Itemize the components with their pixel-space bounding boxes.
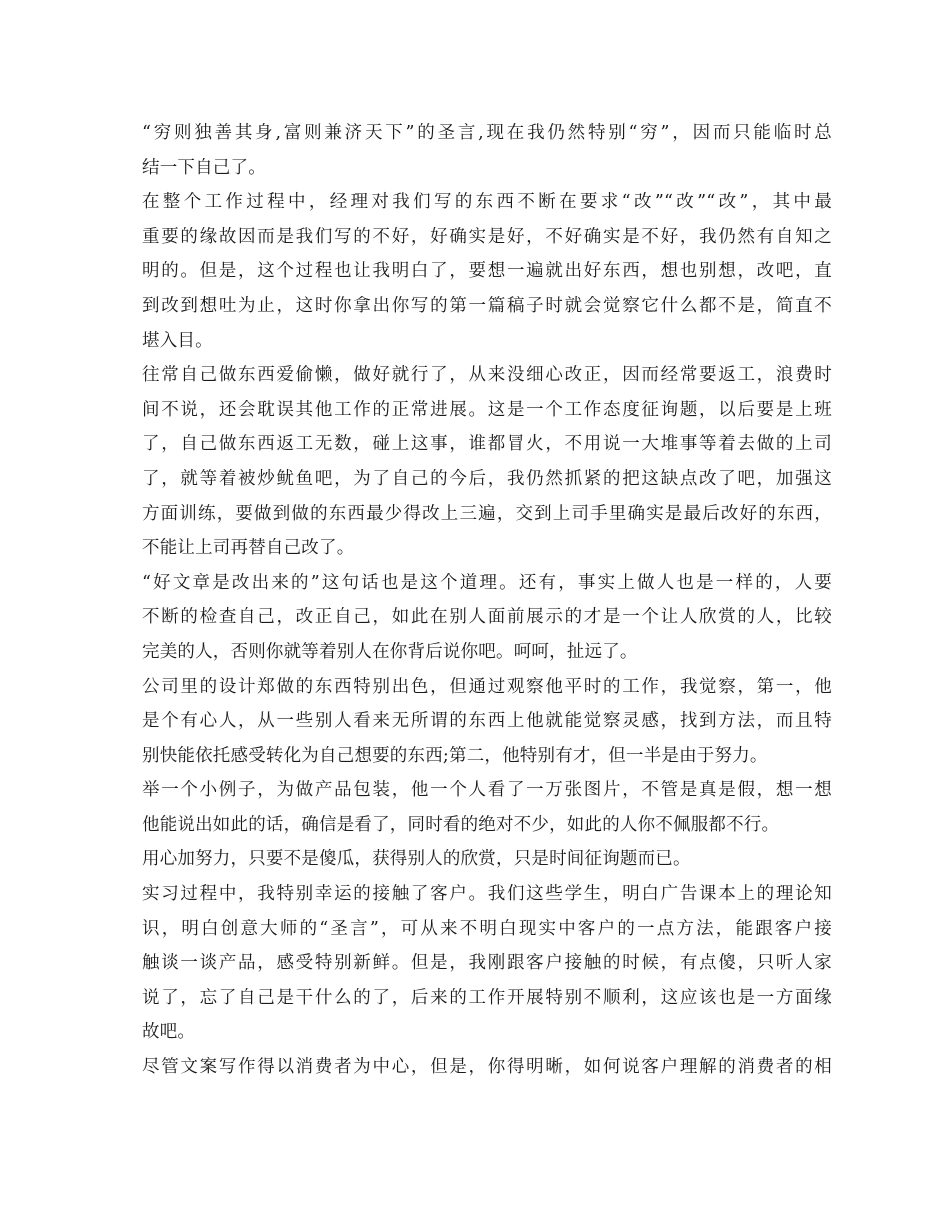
text-line: 重要的缘故因而是我们写的不好，好确实是好，不好确实是不好，我仍然有自知之 [142,226,832,247]
text-line: 故吧。 [142,1022,196,1043]
text-line: “好文章是改出来的”这句话也是这个道理。还有，事实上做人也是一样的，人要 [142,572,832,593]
text-line: 到改到想吐为止，这时你拿出你写的第一篇稿子时就会觉察它什么都不是，简直不 [142,295,832,316]
text-line: 识，明白创意大师的“圣言”，可从来不明白现实中客户的一点方法，能跟客户接 [142,918,832,939]
text-line: 触谈一谈产品，感受特别新鲜。但是，我刚跟客户接触的时候，有点傻，只听人家 [142,953,832,974]
text-line: “穷则独善其身,富则兼济天下”的圣言,现在我仍然特别“穷”，因而只能临时总 [142,123,832,143]
text-line: 完美的人，否则你就等着别人在你背后说你吧。呵呵，扯远了。 [142,641,638,662]
text-line: 了，自己做东西返工无数，碰上这事，谁都冒火，不用说一大堆事等着去做的上司 [142,434,832,455]
text-line: 不断的检查自己，改正自己，如此在别人面前展示的才是一个让人欣赏的人，比较 [142,607,832,628]
text-line: 说了，忘了自己是干什么的了，后来的工作开展特别不顺利，这应该也是一方面缘 [142,987,832,1008]
text-line: 公司里的设计郑做的东西特别出色，但通过观察他平时的工作，我觉察，第一，他 [142,676,832,697]
text-line: 别快能依托感受转化为自己想要的东西;第二，他特别有才，但一半是由于努力。 [142,745,768,766]
document-body [142,116,832,1085]
text-line: 了，就等着被炒鱿鱼吧，为了自己的今后，我仍然抓紧的把这缺点改了吧，加强这 [142,468,832,489]
text-line: 在整个工作过程中，经理对我们写的东西不断在要求“改”“改”“改”，其中最 [142,192,832,213]
text-line: 往常自己做东西爱偷懒，做好就行了，从来没细心改正，因而经常要返工，浪费时 [142,365,832,386]
text-line: 实习过程中，我特别幸运的接触了客户。我们这些学生，明白广告课本上的理论知 [142,884,832,905]
text-line: 堪入目。 [142,330,213,351]
text-line: 他能说出如此的话，确信是看了，同时看的绝对不少，如此的人你不佩服都不行。 [142,814,780,835]
text-line: 不能让上司再替自己改了。 [142,538,355,559]
text-line: 结一下自己了。 [142,157,266,178]
text-line: 方面训练，要做到做的东西最少得改上三遍，交到上司手里确实是最后改好的东西， [142,503,832,524]
text-line: 尽管文案写作得以消费者为中心，但是，你得明晰，如何说客户理解的消费者的相 [142,1057,832,1078]
text-line: 举一个小例子，为做产品包装，他一个人看了一万张图片，不管是真是假，想一想 [142,780,832,801]
text-line: 间不说，还会耽误其他工作的正常进展。这是一个工作态度征询题，以后要是上班 [142,399,832,420]
text-line: 明的。但是，这个过程也让我明白了，要想一遍就出好东西，想也别想，改吧，直 [142,261,832,282]
text-line: 用心加努力，只要不是傻瓜，获得别人的欣赏，只是时间征询题而已。 [142,849,691,870]
text-line: 是个有心人，从一些别人看来无所谓的东西上他就能觉察灵感，找到方法，而且特 [142,711,832,732]
